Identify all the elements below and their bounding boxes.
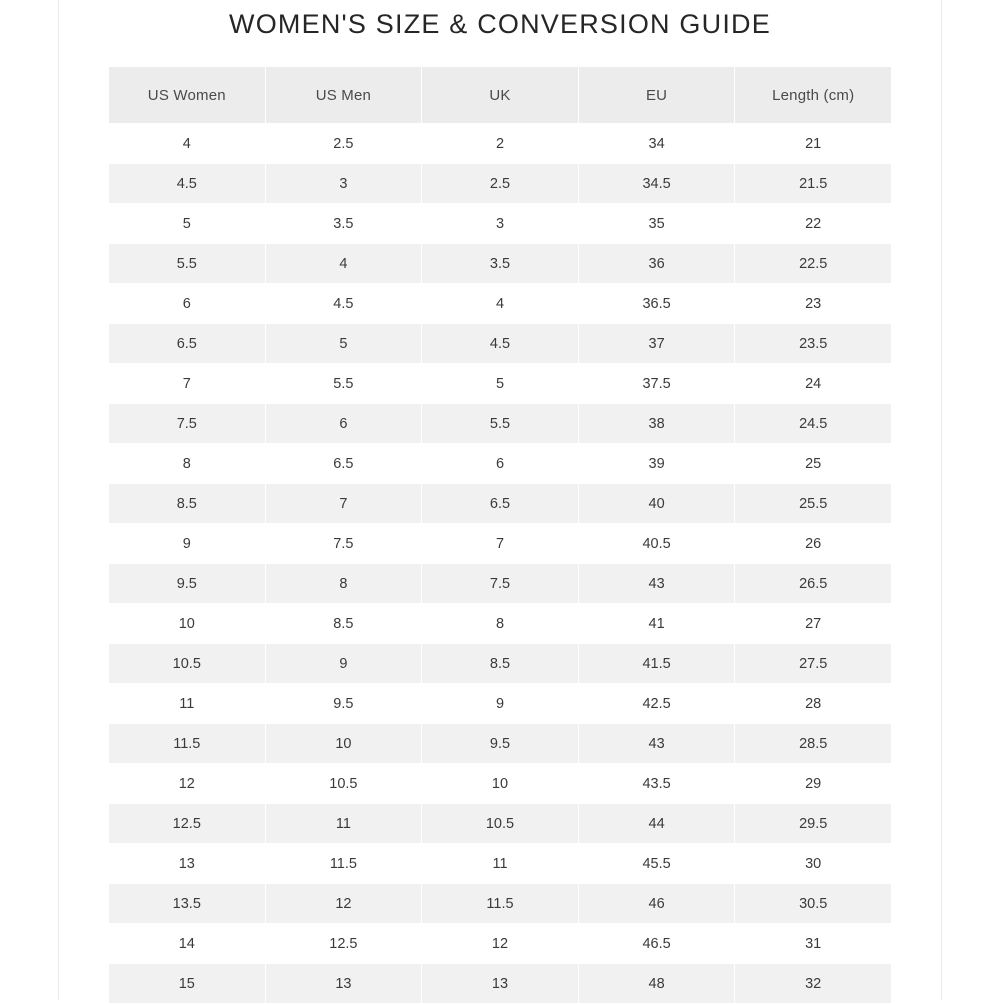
- table-cell: 48: [578, 964, 735, 1004]
- table-row: [109, 244, 892, 284]
- table-cell: 32: [735, 964, 892, 1004]
- table-body: [109, 124, 892, 1004]
- table-cell: 11: [109, 684, 266, 724]
- table-row: [109, 804, 892, 844]
- table-cell: 7: [265, 484, 422, 524]
- table-cell: 41: [578, 604, 735, 644]
- table-cell: 43.5: [578, 764, 735, 804]
- table-cell: 3.5: [422, 244, 579, 284]
- table-cell: 8.5: [422, 644, 579, 684]
- column-header: UK: [422, 67, 579, 124]
- table-cell: 23.5: [735, 324, 892, 364]
- table-cell: 7: [109, 364, 266, 404]
- table-cell: 7.5: [109, 404, 266, 444]
- table-cell: 9.5: [109, 564, 266, 604]
- table-cell: 2: [422, 124, 579, 164]
- column-header: US Men: [265, 67, 422, 124]
- table-cell: 21.5: [735, 164, 892, 204]
- table-row: [109, 204, 892, 244]
- table-cell: 10: [265, 724, 422, 764]
- table-cell: 4.5: [265, 284, 422, 324]
- table-cell: 25: [735, 444, 892, 484]
- table-row: [109, 364, 892, 404]
- table-cell: 37: [578, 324, 735, 364]
- table-cell: 5: [109, 204, 266, 244]
- table-cell: 26: [735, 524, 892, 564]
- table-cell: 9.5: [265, 684, 422, 724]
- table-header-row: [109, 67, 892, 124]
- table-cell: 12: [265, 884, 422, 924]
- table-cell: 8.5: [265, 604, 422, 644]
- column-header: US Women: [109, 67, 266, 124]
- table-cell: 4: [422, 284, 579, 324]
- table-cell: 7.5: [265, 524, 422, 564]
- table-cell: 28: [735, 684, 892, 724]
- table-cell: 37.5: [578, 364, 735, 404]
- table-row: [109, 924, 892, 964]
- table-cell: 5.5: [109, 244, 266, 284]
- table-cell: 27.5: [735, 644, 892, 684]
- table-cell: 13: [422, 964, 579, 1004]
- table-cell: 11: [265, 804, 422, 844]
- table-cell: 5.5: [422, 404, 579, 444]
- table-cell: 14: [109, 924, 266, 964]
- table-cell: 34: [578, 124, 735, 164]
- table-cell: 25.5: [735, 484, 892, 524]
- table-cell: 44: [578, 804, 735, 844]
- table-cell: 7: [422, 524, 579, 564]
- page-title: WOMEN'S SIZE & CONVERSION GUIDE: [229, 9, 771, 39]
- table-cell: 12.5: [109, 804, 266, 844]
- table-cell: 8: [109, 444, 266, 484]
- table-cell: 12: [422, 924, 579, 964]
- table-cell: 4.5: [422, 324, 579, 364]
- table-cell: 24.5: [735, 404, 892, 444]
- table-row: [109, 524, 892, 564]
- table-cell: 15: [109, 964, 266, 1004]
- size-conversion-table: [108, 66, 892, 1004]
- table-cell: 28.5: [735, 724, 892, 764]
- table-cell: 10: [422, 764, 579, 804]
- table-row: [109, 724, 892, 764]
- column-header: Length (cm): [735, 67, 892, 124]
- table-cell: 6: [109, 284, 266, 324]
- table-cell: 9: [422, 684, 579, 724]
- table-cell: 26.5: [735, 564, 892, 604]
- table-cell: 6.5: [265, 444, 422, 484]
- table-cell: 5.5: [265, 364, 422, 404]
- table-cell: 5: [265, 324, 422, 364]
- table-cell: 11.5: [422, 884, 579, 924]
- table-cell: 39: [578, 444, 735, 484]
- table-cell: 10: [109, 604, 266, 644]
- table-cell: 3.5: [265, 204, 422, 244]
- table-cell: 8: [422, 604, 579, 644]
- table-cell: 9: [265, 644, 422, 684]
- table-cell: 12: [109, 764, 266, 804]
- table-cell: 6.5: [422, 484, 579, 524]
- table-row: [109, 764, 892, 804]
- table-cell: 10.5: [265, 764, 422, 804]
- table-cell: 8: [265, 564, 422, 604]
- table-cell: 11: [422, 844, 579, 884]
- table-cell: 42.5: [578, 684, 735, 724]
- table-header: [109, 67, 892, 124]
- table-cell: 4: [265, 244, 422, 284]
- table-cell: 13: [265, 964, 422, 1004]
- size-conversion-table-wrapper: [108, 66, 892, 1004]
- column-header: EU: [578, 67, 735, 124]
- table-cell: 46.5: [578, 924, 735, 964]
- left-margin-rule: [58, 0, 59, 1000]
- table-cell: 13.5: [109, 884, 266, 924]
- table-cell: 29: [735, 764, 892, 804]
- table-cell: 46: [578, 884, 735, 924]
- table-cell: 2.5: [265, 124, 422, 164]
- table-cell: 41.5: [578, 644, 735, 684]
- table-row: [109, 404, 892, 444]
- table-cell: 3: [265, 164, 422, 204]
- table-cell: 29.5: [735, 804, 892, 844]
- table-cell: 21: [735, 124, 892, 164]
- table-cell: 3: [422, 204, 579, 244]
- table-cell: 9: [109, 524, 266, 564]
- table-row: [109, 284, 892, 324]
- table-cell: 22: [735, 204, 892, 244]
- table-cell: 34.5: [578, 164, 735, 204]
- table-cell: 23: [735, 284, 892, 324]
- table-cell: 40.5: [578, 524, 735, 564]
- table-cell: 2.5: [422, 164, 579, 204]
- table-cell: 36: [578, 244, 735, 284]
- table-cell: 40: [578, 484, 735, 524]
- table-row: [109, 444, 892, 484]
- table-row: [109, 164, 892, 204]
- table-cell: 10.5: [109, 644, 266, 684]
- table-cell: 7.5: [422, 564, 579, 604]
- table-cell: 6: [422, 444, 579, 484]
- table-cell: 6: [265, 404, 422, 444]
- table-row: [109, 324, 892, 364]
- table-cell: 13: [109, 844, 266, 884]
- table-cell: 10.5: [422, 804, 579, 844]
- table-cell: 11.5: [265, 844, 422, 884]
- table-cell: 24: [735, 364, 892, 404]
- table-cell: 9.5: [422, 724, 579, 764]
- table-cell: 35: [578, 204, 735, 244]
- table-cell: 6.5: [109, 324, 266, 364]
- table-cell: 8.5: [109, 484, 266, 524]
- table-cell: 12.5: [265, 924, 422, 964]
- table-cell: 27: [735, 604, 892, 644]
- table-cell: 30.5: [735, 884, 892, 924]
- table-cell: 43: [578, 724, 735, 764]
- table-cell: 4.5: [109, 164, 266, 204]
- table-cell: 4: [109, 124, 266, 164]
- table-row: [109, 484, 892, 524]
- table-cell: 43: [578, 564, 735, 604]
- table-row: [109, 884, 892, 924]
- table-cell: 36.5: [578, 284, 735, 324]
- table-row: [109, 684, 892, 724]
- table-row: [109, 964, 892, 1004]
- right-margin-rule: [941, 0, 942, 1000]
- table-cell: 11.5: [109, 724, 266, 764]
- table-row: [109, 564, 892, 604]
- table-cell: 45.5: [578, 844, 735, 884]
- table-row: [109, 604, 892, 644]
- table-row: [109, 124, 892, 164]
- table-cell: 38: [578, 404, 735, 444]
- table-cell: 5: [422, 364, 579, 404]
- table-row: [109, 644, 892, 684]
- table-row: [109, 844, 892, 884]
- table-cell: 30: [735, 844, 892, 884]
- table-cell: 22.5: [735, 244, 892, 284]
- table-cell: 31: [735, 924, 892, 964]
